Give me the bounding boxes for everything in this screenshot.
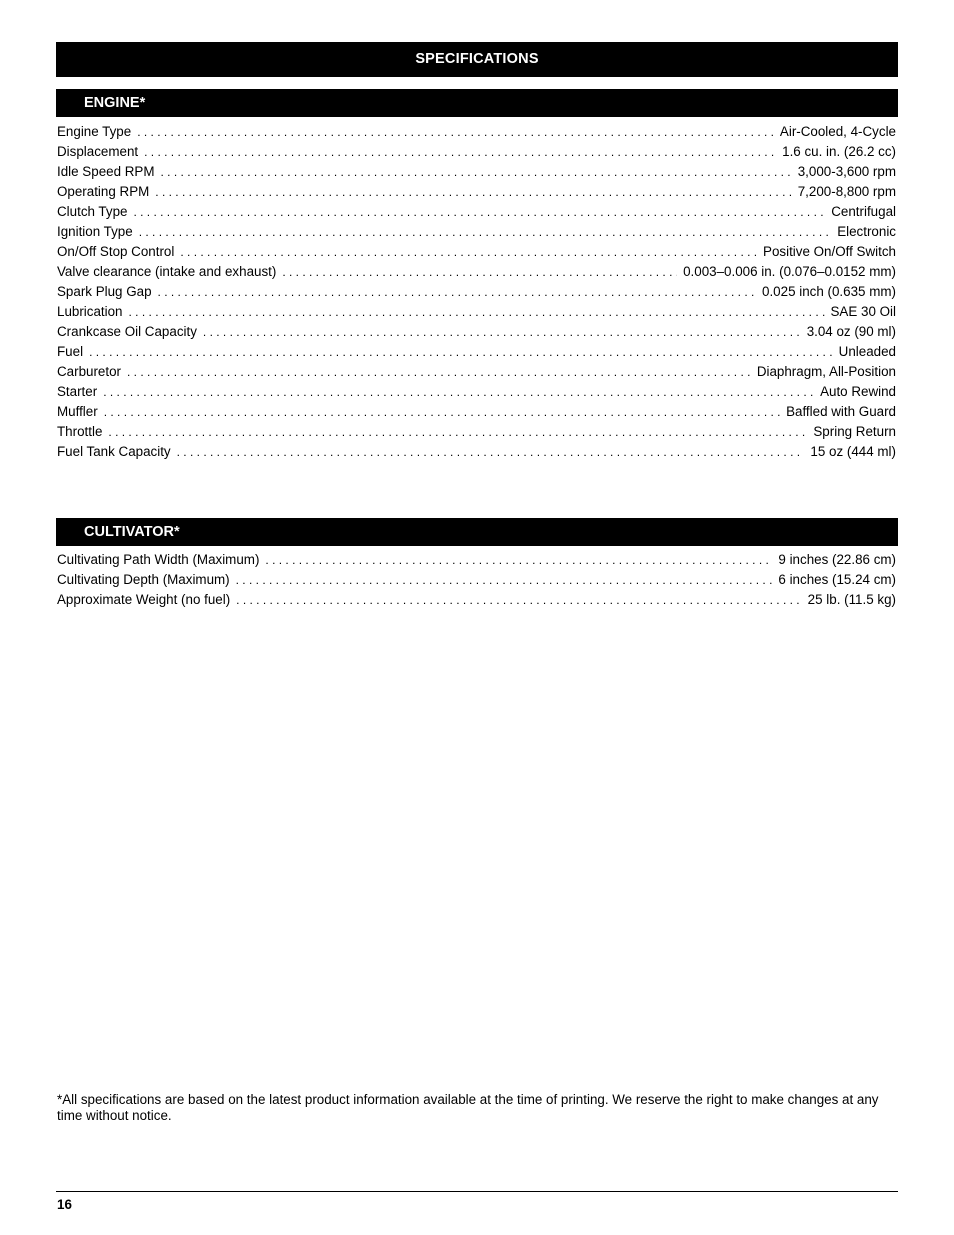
dot-leader (203, 322, 801, 342)
spec-row-fuel (57, 342, 896, 362)
dot-leader (158, 282, 756, 302)
spec-value: Diaphragm, All-Position (756, 364, 896, 379)
dot-leader (127, 362, 751, 382)
page-title: SPECIFICATIONS (415, 51, 539, 67)
spec-label: Crankcase Oil Capacity (57, 324, 197, 339)
cultivator-section-header (56, 518, 898, 546)
spec-value: 0.003–0.006 in. (0.076–0.0152 mm) (683, 264, 896, 279)
spec-row-lubrication (57, 302, 896, 322)
cultivator-section-title: CULTIVATOR* (84, 524, 180, 540)
engine-spec-list (57, 122, 896, 462)
dot-leader (89, 342, 833, 362)
engine-section-header (56, 89, 898, 117)
dot-leader (282, 262, 677, 282)
spec-label: Fuel Tank Capacity (57, 444, 171, 459)
spec-label: Starter (57, 384, 98, 399)
specifications-footnote: *All specifications are based on the latest product information available at the time of printing. We reserve the right to make changes at any time without notice. (57, 1092, 879, 1123)
spec-row-throttle (57, 422, 896, 442)
spec-row-path-width (57, 550, 896, 570)
dot-leader (103, 382, 814, 402)
spec-row-depth (57, 570, 896, 590)
spec-value: 1.6 cu. in. (26.2 cc) (782, 144, 896, 159)
specifications-header (56, 42, 898, 77)
spec-label: Approximate Weight (no fuel) (57, 592, 231, 607)
footer-divider (56, 1191, 898, 1192)
spec-value: 3.04 oz (90 ml) (806, 324, 896, 339)
spec-value: Positive On/Off Switch (763, 244, 896, 259)
spec-row-crankcase-oil (57, 322, 896, 342)
spec-label: Displacement (57, 144, 139, 159)
spec-row-ignition-type (57, 222, 896, 242)
dot-leader (161, 162, 792, 182)
spec-value: Air-Cooled, 4-Cycle (779, 124, 896, 139)
dot-leader (137, 122, 774, 142)
dot-leader (180, 242, 757, 262)
spec-value: 7,200-8,800 rpm (797, 184, 896, 199)
dot-leader (236, 590, 802, 610)
dot-leader (236, 570, 773, 590)
spec-row-carburetor (57, 362, 896, 382)
spec-value: 6 inches (15.24 cm) (778, 572, 896, 587)
spec-row-clutch-type (57, 202, 896, 222)
spec-value: Baffled with Guard (786, 404, 896, 419)
dot-leader (155, 182, 791, 202)
spec-value: 3,000-3,600 rpm (797, 164, 896, 179)
page-number: 16 (57, 1197, 72, 1212)
spec-row-starter (57, 382, 896, 402)
spec-label: Operating RPM (57, 184, 150, 199)
spec-label: Engine Type (57, 124, 132, 139)
cultivator-spec-list (57, 550, 896, 610)
dot-leader (177, 442, 805, 462)
spec-value: Spring Return (813, 424, 896, 439)
spec-label: Spark Plug Gap (57, 284, 152, 299)
spec-row-operating-rpm (57, 182, 896, 202)
spec-value: 25 lb. (11.5 kg) (807, 592, 896, 607)
dot-leader (139, 222, 832, 242)
engine-section-title: ENGINE* (84, 95, 146, 111)
spec-value: Auto Rewind (820, 384, 896, 399)
spec-row-displacement (57, 142, 896, 162)
spec-row-muffler (57, 402, 896, 422)
spec-label: Ignition Type (57, 224, 133, 239)
spec-label: Fuel (57, 344, 84, 359)
spec-row-fuel-tank (57, 442, 896, 462)
spec-row-spark-plug-gap (57, 282, 896, 302)
spec-label: Valve clearance (intake and exhaust) (57, 264, 277, 279)
dot-leader (265, 550, 772, 570)
spec-label: Muffler (57, 404, 98, 419)
spec-row-stop-control (57, 242, 896, 262)
dot-leader (129, 302, 825, 322)
spec-row-engine-type (57, 122, 896, 142)
spec-label: Cultivating Path Width (Maximum) (57, 552, 260, 567)
spec-label: Idle Speed RPM (57, 164, 155, 179)
dot-leader (108, 422, 807, 442)
dot-leader (104, 402, 780, 422)
spec-value: 15 oz (444 ml) (810, 444, 896, 459)
spec-value: SAE 30 Oil (830, 304, 896, 319)
spec-value: Centrifugal (831, 204, 896, 219)
spec-row-idle-speed (57, 162, 896, 182)
spec-value: 9 inches (22.86 cm) (778, 552, 896, 567)
spec-label: Carburetor (57, 364, 122, 379)
spec-value: 0.025 inch (0.635 mm) (762, 284, 896, 299)
spec-label: Cultivating Depth (Maximum) (57, 572, 230, 587)
spec-value: Electronic (837, 224, 896, 239)
spec-label: Clutch Type (57, 204, 128, 219)
spec-label: Lubrication (57, 304, 123, 319)
spec-label: Throttle (57, 424, 103, 439)
spec-value: Unleaded (838, 344, 896, 359)
dot-leader (133, 202, 825, 222)
spec-label: On/Off Stop Control (57, 244, 175, 259)
spec-row-valve-clearance (57, 262, 896, 282)
dot-leader (144, 142, 776, 162)
spec-row-weight (57, 590, 896, 610)
